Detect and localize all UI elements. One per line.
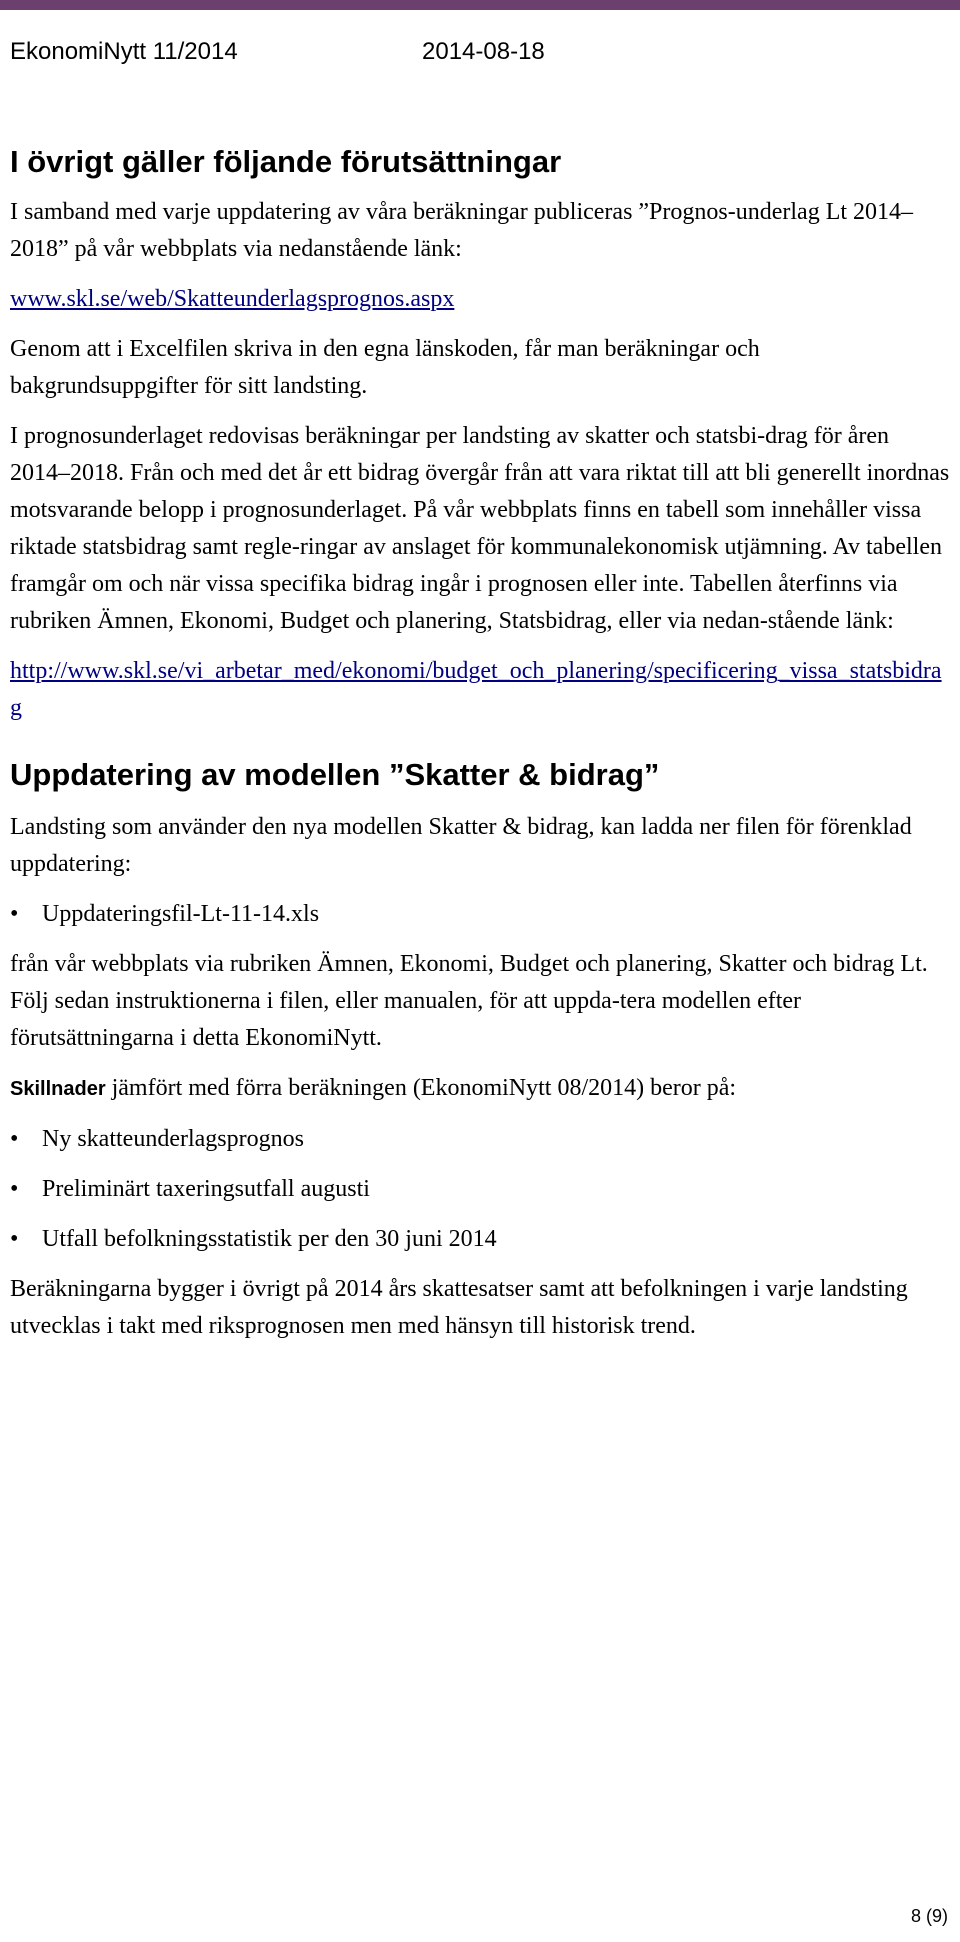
publication-date: 2014-08-18: [422, 38, 545, 65]
top-rule: [0, 0, 960, 10]
list-item-text: Ny skatteunderlagsprognos: [42, 1126, 304, 1152]
section-heading-forutsattningar: I övrigt gäller följande förutsättningar: [10, 144, 562, 179]
list-item: [10, 1121, 950, 1158]
file-name: Uppdateringsfil-Lt-11-14.xls: [42, 901, 320, 927]
list-item: [10, 1171, 950, 1208]
bullet-icon: •: [10, 1176, 19, 1202]
paragraph-skillnader: [10, 1070, 950, 1108]
file-list: [10, 896, 950, 933]
paragraph-berakningarna: Beräkningarna bygger i övrigt på 2014 års skattesatser samt att befolkningen i varje landsting utvecklas i takt med riksprognosen men med hänsyn till historisk trend.: [10, 1276, 908, 1339]
list-item: [10, 1221, 950, 1258]
link-block-1: [10, 281, 950, 318]
bullet-icon: •: [10, 1126, 19, 1152]
skillnader-text: jämfört med förra beräkningen (EkonomiNytt 08/2014) beror på:: [105, 1075, 737, 1101]
link-specificering-statsbidrag[interactable]: http://www.skl.se/vi_arbetar_med/ekonomi/budget_och_planering/specificering_vissa_statsbidrag: [10, 658, 942, 721]
list-item-text: Preliminärt taxeringsutfall augusti: [42, 1176, 370, 1202]
list-item-text: Utfall befolkningsstatistik per den 30 juni 2014: [42, 1226, 497, 1252]
paragraph-webbplats-instruktioner: från vår webbplats via rubriken Ämnen, Ekonomi, Budget och planering, Skatter och bidrag Lt. Följ sedan instruktionerna i filen, eller manualen, för att uppda-tera modellen efter förutsättningarna i detta EkonomiNytt.: [10, 951, 928, 1051]
publication-title: EkonomiNytt 11/2014: [10, 38, 238, 65]
skillnader-label: Skillnader: [10, 1078, 106, 1100]
paragraph-excelfilen: Genom att i Excelfilen skriva in den egna länskoden, får man beräkningar och bakgrundsuppgifter för sitt landsting.: [10, 336, 760, 399]
paragraph-prognosunderlag: I samband med varje uppdatering av våra beräkningar publiceras ”Prognos-underlag Lt 2014–2018” på vår webbplats via nedanstående länk:: [10, 199, 914, 262]
difference-list: [10, 1121, 950, 1258]
link-skatteunderlagsprognos[interactable]: www.skl.se/web/Skatteunderlagsprognos.aspx: [10, 286, 455, 312]
bullet-icon: •: [10, 1226, 19, 1252]
document-body: [10, 142, 950, 1358]
list-item: [10, 896, 950, 933]
paragraph-statsbidrag: I prognosunderlaget redovisas beräkningar per landsting av skatter och statsbi-drag för åren 2014–2018. Från och med det år ett bidrag övergår från att vara riktat till att bli generellt inordnas motsvarande belopp i prognosunderlaget. På vår webbplats finns en tabell som innehåller vissa riktade statsbidrag samt regle-ringar av anslaget för kommunalekonomisk utjämning. Av tabellen framgår om och när vissa specifika bidrag ingår i prognosen eller inte. Tabellen återfinns via rubriken Ämnen, Ekonomi, Budget och planering, Statsbidrag, eller via nedan-stående länk:: [10, 423, 950, 634]
bullet-icon: •: [10, 901, 19, 927]
paragraph-ladda-ner: Landsting som använder den nya modellen Skatter & bidrag, kan ladda ner filen för förenklad uppdatering:: [10, 814, 912, 877]
page-number: 8 (9): [910, 1906, 948, 1926]
section-heading-uppdatering: Uppdatering av modellen ”Skatter & bidrag”: [10, 757, 660, 792]
link-block-2: [10, 653, 950, 727]
